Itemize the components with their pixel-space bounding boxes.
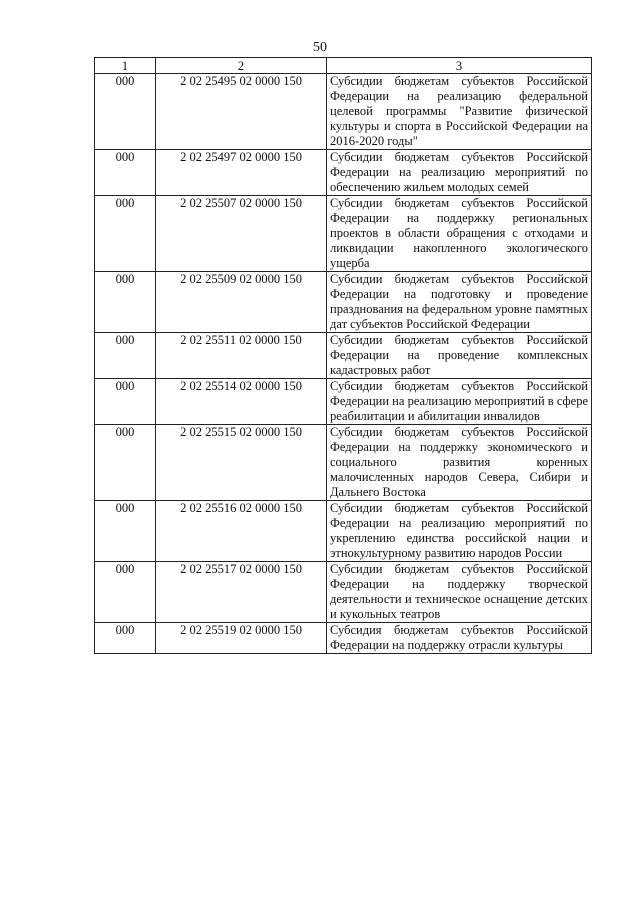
admin-code-cell: 000 — [95, 379, 156, 425]
admin-code-cell: 000 — [95, 501, 156, 562]
budget-code-cell: 2 02 25515 02 0000 150 — [156, 425, 327, 501]
admin-code-cell: 000 — [95, 272, 156, 333]
budget-code-cell: 2 02 25517 02 0000 150 — [156, 562, 327, 623]
table-row — [95, 196, 592, 272]
budget-code-cell: 2 02 25514 02 0000 150 — [156, 379, 327, 425]
description-cell: Субсидии бюджетам субъектов Российской Федерации на реализацию мероприятий по обеспечению жильем молодых семей — [327, 150, 592, 196]
table-row — [95, 623, 592, 654]
budget-code-cell: 2 02 25511 02 0000 150 — [156, 333, 327, 379]
description-cell: Субсидии бюджетам субъектов Российской Федерации на проведение комплексных кадастровых работ — [327, 333, 592, 379]
table-row — [95, 562, 592, 623]
table-row — [95, 272, 592, 333]
budget-codes-table — [94, 57, 592, 654]
admin-code-cell: 000 — [95, 623, 156, 654]
budget-code-cell: 2 02 25516 02 0000 150 — [156, 501, 327, 562]
table-header-row — [95, 58, 592, 74]
admin-code-cell: 000 — [95, 425, 156, 501]
budget-code-cell: 2 02 25497 02 0000 150 — [156, 150, 327, 196]
page-number: 50 — [313, 40, 327, 55]
table-row — [95, 501, 592, 562]
column-header-1: 1 — [95, 58, 156, 74]
column-header-2: 2 — [156, 58, 327, 74]
table-row — [95, 333, 592, 379]
budget-code-cell: 2 02 25519 02 0000 150 — [156, 623, 327, 654]
admin-code-cell: 000 — [95, 333, 156, 379]
column-header-3: 3 — [327, 58, 592, 74]
budget-code-cell: 2 02 25509 02 0000 150 — [156, 272, 327, 333]
budget-code-cell: 2 02 25495 02 0000 150 — [156, 74, 327, 150]
table-row — [95, 379, 592, 425]
table-row — [95, 74, 592, 150]
description-cell: Субсидия бюджетам субъектов Российской Федерации на поддержку отрасли культуры — [327, 623, 592, 654]
admin-code-cell: 000 — [95, 196, 156, 272]
description-cell: Субсидии бюджетам субъектов Российской Федерации на поддержку региональных проектов в области обращения с отходами и ликвидации накопленного экологического ущерба — [327, 196, 592, 272]
description-cell: Субсидии бюджетам субъектов Российской Федерации на реализацию федеральной целевой программы "Развитие физической культуры и спорта в Российской Федерации на 2016-2020 годы" — [327, 74, 592, 150]
budget-code-cell: 2 02 25507 02 0000 150 — [156, 196, 327, 272]
description-cell: Субсидии бюджетам субъектов Российской Федерации на реализацию мероприятий по укреплению единства российской нации и этнокультурному развитию народов России — [327, 501, 592, 562]
description-cell: Субсидии бюджетам субъектов Российской Федерации на реализацию мероприятий в сфере реабилитации и абилитации инвалидов — [327, 379, 592, 425]
table-row — [95, 150, 592, 196]
admin-code-cell: 000 — [95, 74, 156, 150]
description-cell: Субсидии бюджетам субъектов Российской Федерации на поддержку экономического и социального развития коренных малочисленных народов Севера, Сибири и Дальнего Востока — [327, 425, 592, 501]
description-cell: Субсидии бюджетам субъектов Российской Федерации на поддержку творческой деятельности и техническое оснащение детских и кукольных театров — [327, 562, 592, 623]
admin-code-cell: 000 — [95, 562, 156, 623]
admin-code-cell: 000 — [95, 150, 156, 196]
description-cell: Субсидии бюджетам субъектов Российской Федерации на подготовку и проведение празднования на федеральном уровне памятных дат субъектов Российской Федерации — [327, 272, 592, 333]
table-row — [95, 425, 592, 501]
